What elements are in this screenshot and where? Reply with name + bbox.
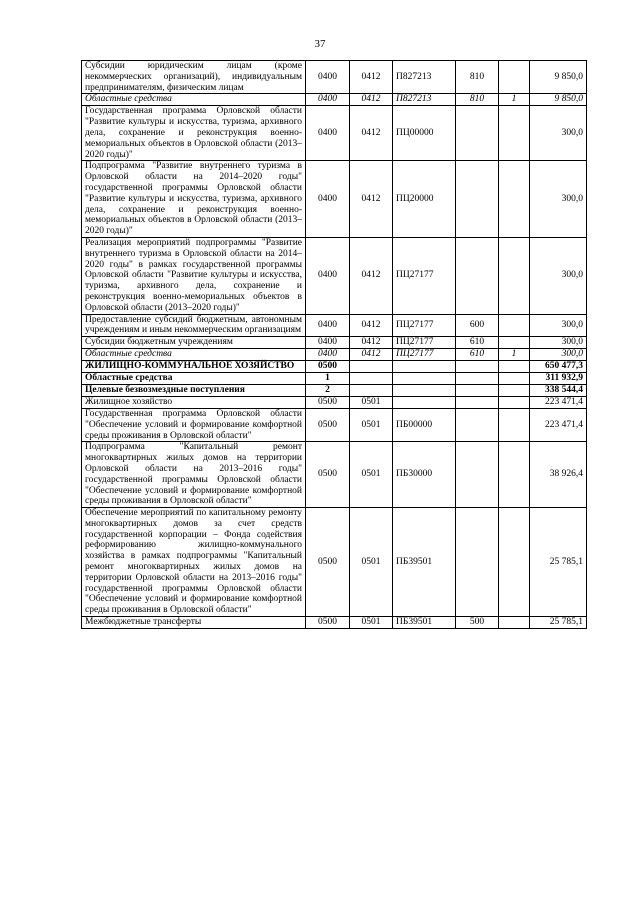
row-amount: 9 850,0: [530, 94, 587, 106]
budget-table: [81, 60, 587, 629]
row-section-code: 0500: [306, 408, 350, 441]
row-amount: 300,0: [530, 106, 587, 161]
budget-table-body: [82, 61, 587, 629]
row-section-code: 0400: [306, 314, 350, 337]
row-amount: 9 850,0: [530, 61, 587, 94]
row-expense-type: [456, 237, 499, 314]
table-row: [82, 361, 587, 373]
row-source-code: [499, 408, 530, 441]
row-amount: 300,0: [530, 237, 587, 314]
row-expense-type: [456, 442, 499, 508]
row-subsection-code: 0412: [350, 106, 393, 161]
table-row: [82, 237, 587, 314]
table-row: [82, 106, 587, 161]
table-row: [82, 314, 587, 337]
row-expense-type: 810: [456, 61, 499, 94]
table-row: [82, 408, 587, 441]
row-name-cell: Обеспечение мероприятий по капитальному ремонту многоквартирных домов за счет средств государственной корпорации – Фонда содействия реформированию жилищно-коммунального хозяйства в рамках подпрограммы "Капитальный ремонт многоквартирных жилых домов на территории Орловской области на 2013–2016 годы" государственной программы Орловской области "Обеспечение условий и формирование комфортной среды проживания в Орловской области": [82, 508, 306, 617]
row-target-article: ПЦ20000: [393, 161, 456, 238]
row-source-code: [499, 314, 530, 337]
row-target-article: ПЦ27177: [393, 349, 456, 361]
page-number: 37: [314, 38, 326, 50]
row-name-cell: Субсидии юридическим лицам (кроме некоммерческих организаций), индивидуальным предпринимателям, физическим лицам: [82, 61, 306, 94]
row-name-cell: Подпрограмма "Капитальный ремонт многоквартирных жилых домов на территории Орловской области на 2013–2016 годы" государственной программы Орловской области "Обеспечение условий и формирование комфортной среды проживания в Орловской области": [82, 442, 306, 508]
row-expense-type: [456, 361, 499, 373]
row-amount: 25 785,1: [530, 508, 587, 617]
row-amount: 300,0: [530, 314, 587, 337]
row-section-code: 0400: [306, 237, 350, 314]
row-source-code: [499, 61, 530, 94]
row-subsection-code: 0412: [350, 61, 393, 94]
row-amount: 650 477,3: [530, 361, 587, 373]
row-name-cell: Жилищное хозяйство: [82, 396, 306, 408]
row-section-code: 0500: [306, 396, 350, 408]
table-row: [82, 61, 587, 94]
row-amount: 338 544,4: [530, 384, 587, 396]
row-target-article: ПБ39501: [393, 617, 456, 629]
row-target-article: [393, 361, 456, 373]
row-target-article: [393, 384, 456, 396]
row-subsection-code: 0501: [350, 396, 393, 408]
table-row: [82, 396, 587, 408]
row-expense-type: [456, 396, 499, 408]
row-expense-type: 610: [456, 349, 499, 361]
table-row: [82, 161, 587, 238]
row-source-code: [499, 361, 530, 373]
row-target-article: ПБ30000: [393, 442, 456, 508]
row-target-article: П827213: [393, 61, 456, 94]
row-expense-type: [456, 372, 499, 384]
row-name-cell: Областные средства: [82, 372, 306, 384]
row-subsection-code: 0412: [350, 337, 393, 349]
row-source-code: [499, 396, 530, 408]
row-source-code: [499, 617, 530, 629]
row-name-cell: Областные средства: [82, 349, 306, 361]
row-source-code: [499, 508, 530, 617]
row-amount: 38 926,4: [530, 442, 587, 508]
row-expense-type: 500: [456, 617, 499, 629]
table-row: [82, 384, 587, 396]
row-name-cell: Подпрограмма "Развитие внутреннего туризма в Орловской области на 2014–2020 годы" государственной программы Орловской области "Развитие культуры и искусства, туризма, архивного дела, сохранение и реконструкция военно-мемориальных объектов в Орловской области (2013–2020 годы)": [82, 161, 306, 238]
row-subsection-code: 0501: [350, 442, 393, 508]
row-section-code: 0500: [306, 508, 350, 617]
row-name-cell: Целевые безвозмездные поступления: [82, 384, 306, 396]
row-name-cell: Предоставление субсидий бюджетным, автономным учреждениям и иным некоммерческим организациям: [82, 314, 306, 337]
row-source-code: 1: [499, 94, 530, 106]
row-amount: 300,0: [530, 349, 587, 361]
row-subsection-code: 0501: [350, 508, 393, 617]
row-target-article: ПЦ27177: [393, 337, 456, 349]
row-amount: 300,0: [530, 337, 587, 349]
row-name-cell: Субсидии бюджетным учреждениям: [82, 337, 306, 349]
row-subsection-code: 0412: [350, 314, 393, 337]
row-section-code: 0400: [306, 161, 350, 238]
row-expense-type: 600: [456, 314, 499, 337]
table-row: [82, 94, 587, 106]
row-amount: 223 471,4: [530, 396, 587, 408]
row-expense-type: [456, 508, 499, 617]
row-expense-type: [456, 106, 499, 161]
row-name-cell: Областные средства: [82, 94, 306, 106]
row-section-code: 0400: [306, 106, 350, 161]
row-subsection-code: 0412: [350, 161, 393, 238]
row-source-code: [499, 106, 530, 161]
row-subsection-code: 0412: [350, 237, 393, 314]
row-subsection-code: 0501: [350, 408, 393, 441]
row-source-code: [499, 442, 530, 508]
table-row: [82, 349, 587, 361]
row-amount: 311 932,9: [530, 372, 587, 384]
row-section-code: 1: [306, 372, 350, 384]
row-name-cell: Государственная программа Орловской области "Развитие культуры и искусства, туризма, архивного дела, сохранение и реконструкция военно-мемориальных объектов в Орловской области (2013–2020 годы)": [82, 106, 306, 161]
row-expense-type: [456, 161, 499, 238]
row-name-cell: Межбюджетные трансферты: [82, 617, 306, 629]
table-row: [82, 372, 587, 384]
row-target-article: ПЦ27177: [393, 237, 456, 314]
row-subsection-code: 0412: [350, 349, 393, 361]
row-subsection-code: 0501: [350, 617, 393, 629]
table-row: [82, 617, 587, 629]
row-section-code: 0400: [306, 349, 350, 361]
row-expense-type: 810: [456, 94, 499, 106]
row-section-code: 0400: [306, 61, 350, 94]
row-subsection-code: [350, 384, 393, 396]
row-target-article: ПЦ27177: [393, 314, 456, 337]
row-expense-type: [456, 384, 499, 396]
row-source-code: 1: [499, 349, 530, 361]
row-target-article: П827213: [393, 94, 456, 106]
row-target-article: ПБ00000: [393, 408, 456, 441]
row-source-code: [499, 161, 530, 238]
row-section-code: 0500: [306, 361, 350, 373]
table-row: [82, 442, 587, 508]
row-source-code: [499, 237, 530, 314]
row-target-article: [393, 372, 456, 384]
row-section-code: 0400: [306, 94, 350, 106]
row-name-cell: ЖИЛИЩНО-КОММУНАЛЬНОЕ ХОЗЯЙСТВО: [82, 361, 306, 373]
row-source-code: [499, 337, 530, 349]
row-name-cell: Реализация мероприятий подпрограммы "Развитие внутреннего туризма в Орловской области на 2014–2020 годы" в рамках государственной программы Орловской области "Развитие культуры и искусства, туризма, архивного дела, сохранение и реконструкция военно-мемориальных объектов в Орловской области (2013–2020 годы)": [82, 237, 306, 314]
row-section-code: 0400: [306, 337, 350, 349]
row-section-code: 2: [306, 384, 350, 396]
row-subsection-code: [350, 361, 393, 373]
row-target-article: ПЦ00000: [393, 106, 456, 161]
row-amount: 25 785,1: [530, 617, 587, 629]
row-amount: 300,0: [530, 161, 587, 238]
row-source-code: [499, 384, 530, 396]
row-source-code: [499, 372, 530, 384]
row-section-code: 0500: [306, 442, 350, 508]
row-expense-type: 610: [456, 337, 499, 349]
row-subsection-code: [350, 372, 393, 384]
row-target-article: ПБ39501: [393, 508, 456, 617]
table-row: [82, 337, 587, 349]
row-name-cell: Государственная программа Орловской области "Обеспечение условий и формирование комфортной среды проживания в Орловской области": [82, 408, 306, 441]
row-subsection-code: 0412: [350, 94, 393, 106]
row-amount: 223 471,4: [530, 408, 587, 441]
row-target-article: [393, 396, 456, 408]
row-section-code: 0500: [306, 617, 350, 629]
row-expense-type: [456, 408, 499, 441]
table-row: [82, 508, 587, 617]
